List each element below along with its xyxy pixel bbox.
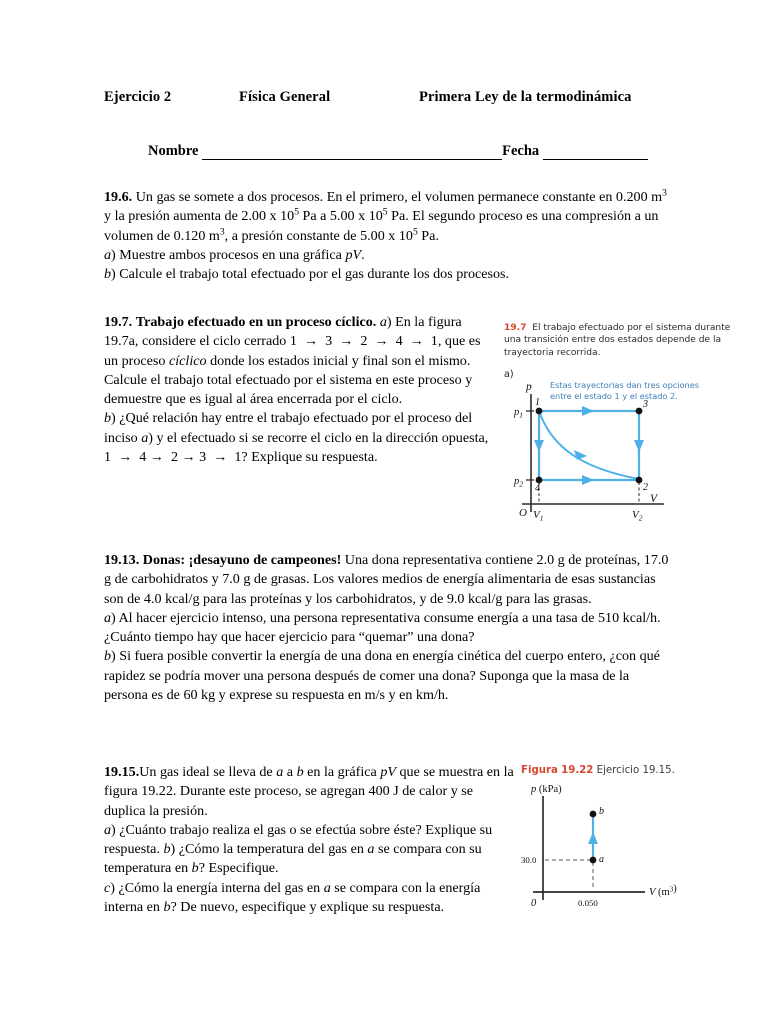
arrowhead-bottom bbox=[582, 475, 594, 485]
header-exercise: Ejercicio 2 bbox=[104, 89, 172, 105]
date-blank-line bbox=[543, 146, 648, 160]
arrowhead-curve bbox=[574, 450, 587, 460]
arrowhead-left bbox=[534, 440, 544, 452]
state-label-1: 1 bbox=[535, 397, 540, 408]
state-label-3: 3 bbox=[643, 399, 648, 410]
tick-label-0050: 0.050 bbox=[578, 898, 598, 908]
path-1-to-2-curve bbox=[539, 411, 639, 479]
problem-19-15-number: 19.15. bbox=[104, 764, 140, 780]
arrowhead-a-to-b bbox=[588, 832, 598, 844]
name-label: Nombre bbox=[148, 143, 199, 159]
problem-19-13-number: 19.13. bbox=[104, 552, 140, 568]
figure-19-22-graph bbox=[521, 782, 733, 917]
figure-19-7-number: 19.7 bbox=[504, 323, 527, 333]
figure-19-7 bbox=[504, 322, 732, 530]
arrowhead-top bbox=[582, 406, 594, 416]
point-a bbox=[590, 857, 597, 864]
figure-19-7-caption-text: El trabajo efectuado por el sistema durante una transición entre dos estados depende de la trayectoria recorrida. bbox=[504, 323, 731, 358]
state-label-4: 4 bbox=[535, 483, 540, 494]
origin-label: O bbox=[519, 507, 527, 519]
axis-label-V: V bbox=[650, 493, 658, 505]
state-label-a: a bbox=[599, 854, 604, 865]
state-label-b: b bbox=[599, 806, 604, 817]
point-b bbox=[590, 811, 597, 818]
problem-19-7: 19.7. Trabajo efectuado en un proceso cíclico. a) En la figura 19.7a, considere el ciclo cerrado 1 → 3 → 2 → 4 → 1, que es un proceso cíclico donde los estados inicial y final son el mismo. Calcule el trabajo total efectuado por el sistema en este proceso y demuestre que es igual al área encerrada por el ciclo. b) ¿Qué relación hay entre el trabajo efectuado por el proceso del inciso a) y el efectuado si se recorre el ciclo en la dirección opuesta, 1 → 4 → 2 → 3 → 1? Explique su respuesta. bbox=[104, 314, 489, 466]
date-label: Fecha bbox=[502, 143, 540, 159]
point-1 bbox=[536, 408, 543, 415]
header-topic: Primera Ley de la termodinámica bbox=[419, 89, 632, 105]
figure-19-7-part-label: a) bbox=[504, 369, 514, 381]
origin-label-2: 0 bbox=[531, 898, 537, 909]
tick-label-V2: $V_2$ bbox=[632, 509, 643, 523]
arrowhead-right bbox=[634, 440, 644, 452]
problem-19-6: 19.6. Un gas se somete a dos procesos. En el primero, el volumen permanece constante en 0.200 $m^3$ y la presión aumenta de 2.00 x $10^5$ Pa a 5.00 x $10^5$ Pa. El segundo proceso es una compresión a un volumen de 0.120 $m^3$, a presión constante de 5.00 x $10^5$ Pa. a) Muestre ambos procesos en una gráfica pV. b) Calcule el trabajo total efectuado por el gas durante los dos procesos. bbox=[104, 187, 667, 283]
pv-cycle-diagram bbox=[504, 322, 732, 530]
problem-19-15: 19.15.Un gas ideal se lleva de a a b en la gráfica pV que se muestra en la figura 19.22. Durante este proceso, se agregan 400 J de calor y se duplica la presión. a) ¿Cuánto trabajo realiza el gas o se efectúa sobre éste? Explique su respuesta. b) ¿Cómo la temperatura del gas en a se compara con su temperatura en b? Especifique. c) ¿Cómo la energía interna del gas en a se compara con la energía interna en b? De nuevo, especifique y explique su respuesta. bbox=[104, 764, 514, 916]
problem-19-13: 19.13. Donas: ¡desayuno de campeones! Una dona representativa contiene 2.0 g de proteínas, 17.0 g de carbohidratos y 7.0 g de grasas. Los valores medios de energía alimentaria de esas sustancias son de 4.0 kcal/g para las proteínas y los carbohidratos, y de 9.0 kcal/g para las grasas. a) Al hacer ejercicio intenso, una persona representativa consume energía a una tasa de 510 kcal/h. ¿Cuánto tiempo hay que hacer ejercicio para “quemar” una dona? b) Si fuera posible convertir la energía de una dona en energía cinética del cuerpo entero, ¿con qué rapidez se podría mover una persona después de comer una dona? Suponga que la masa de la persona es de 60 kg y exprese su respuesta en m/s y en km/h. bbox=[104, 552, 669, 704]
figure-19-22 bbox=[521, 765, 733, 925]
header-course: Física General bbox=[239, 89, 331, 105]
state-label-2: 2 bbox=[643, 482, 648, 493]
axis-label-p-kPa: p (kPa) bbox=[531, 784, 562, 795]
point-2 bbox=[636, 477, 643, 484]
problem-19-7-number: 19.7. bbox=[104, 314, 133, 330]
tick-label-p2: $p_2$ bbox=[514, 476, 523, 489]
point-3 bbox=[636, 408, 643, 415]
figure-19-22-number: 19.22 bbox=[561, 765, 594, 776]
axis-label-V-m3: V $(m^3)$ bbox=[649, 883, 677, 898]
figure-19-22-word: Figura bbox=[521, 765, 558, 776]
figure-19-7-graph bbox=[504, 322, 732, 530]
figure-19-22-caption bbox=[521, 765, 733, 776]
tick-label-p1: $p_1$ bbox=[514, 407, 523, 420]
figure-19-22-caption-text: Ejercicio 19.15. bbox=[596, 765, 675, 776]
problem-19-7-title: Trabajo efectuado en un proceso cíclico. bbox=[135, 314, 377, 330]
problem-19-13-title: Donas: ¡desayuno de campeones! bbox=[142, 552, 342, 568]
axis-label-p: p bbox=[526, 381, 532, 393]
figure-19-7-annotation: Estas trayectorias dan tres opciones entre el estado 1 y el estado 2. bbox=[550, 380, 700, 401]
tick-label-30: 30.0 bbox=[521, 855, 537, 865]
name-blank-line bbox=[202, 146, 502, 160]
name-date-line bbox=[148, 143, 648, 160]
problem-19-6-number: 19.6. bbox=[104, 189, 133, 205]
tick-label-V1: $V_1$ bbox=[533, 509, 544, 523]
